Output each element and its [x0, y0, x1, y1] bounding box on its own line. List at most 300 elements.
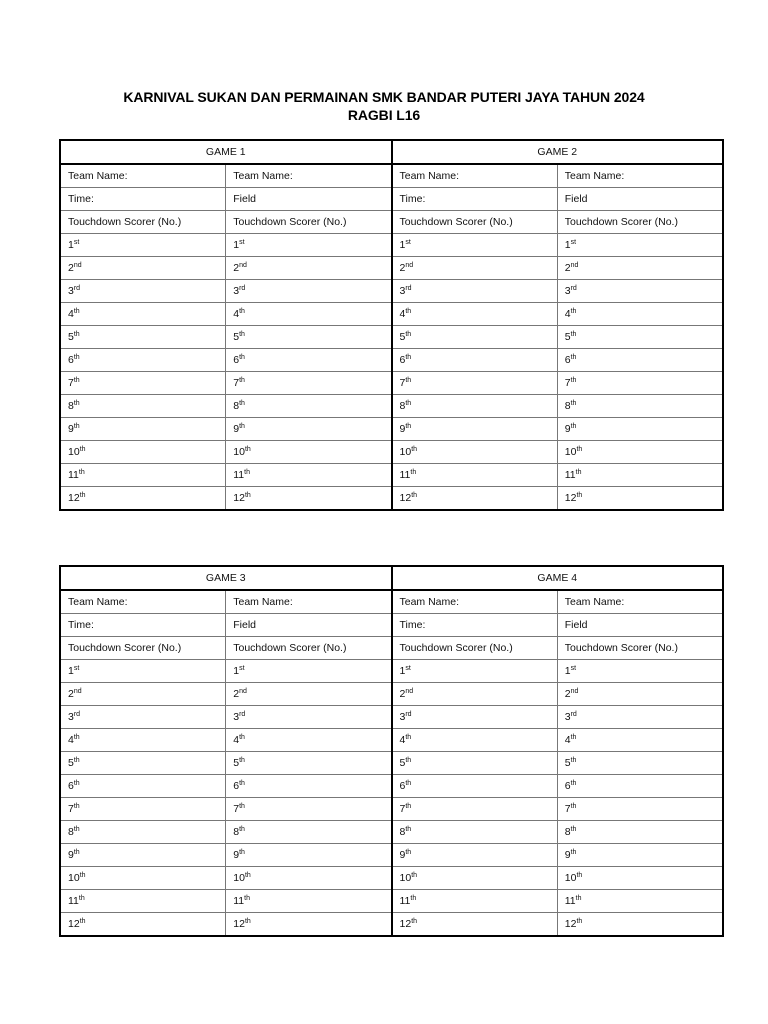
game-2-header: GAME 2 — [392, 140, 724, 164]
scorer-rank-suffix: th — [405, 849, 412, 856]
scorer-cell — [557, 464, 723, 487]
scorer-cell — [226, 280, 392, 303]
scorer-row — [60, 464, 723, 487]
scorer-rank-suffix: th — [405, 400, 412, 407]
scorer-rank-suffix: th — [244, 492, 251, 499]
scorer-rank: 6 — [233, 780, 240, 792]
scorer-cell — [557, 729, 723, 752]
touchdown-scorer-cell: Touchdown Scorer (No.) — [60, 637, 226, 660]
scorer-rank: 6 — [68, 354, 74, 366]
scorer-rank: 11 — [564, 895, 576, 907]
scorer-cell — [226, 821, 392, 844]
scorer-cell — [60, 234, 226, 257]
game-4-header: GAME 4 — [392, 566, 724, 590]
scorer-rank: 5 — [233, 757, 240, 769]
scorer-rank: 2 — [68, 262, 74, 274]
scorer-rank-suffix: th — [576, 492, 583, 499]
scorer-rank-suffix: th — [79, 492, 86, 499]
scorer-rank: 3 — [564, 711, 571, 723]
scorer-rank: 9 — [399, 849, 406, 861]
touchdown-scorer-cell: Touchdown Scorer (No.) — [226, 637, 392, 660]
scorer-rank-suffix: th — [405, 308, 412, 315]
scorer-rank-suffix: rd — [73, 285, 81, 292]
scorer-rank-suffix: nd — [570, 688, 579, 695]
scorer-rank: 4 — [399, 734, 406, 746]
scorer-rank-suffix: th — [239, 400, 245, 407]
scorer-rank: 6 — [68, 780, 74, 792]
scorer-rank: 3 — [68, 711, 74, 723]
scorer-rank-suffix: rd — [570, 711, 577, 718]
scorer-rank: 5 — [68, 331, 74, 343]
scorer-rank-suffix: th — [405, 803, 412, 810]
scorer-cell — [557, 372, 723, 395]
scorer-rank-suffix: th — [244, 446, 251, 453]
scorer-rank-suffix: th — [73, 354, 80, 361]
scorer-rank-suffix: rd — [405, 285, 412, 292]
scorer-row — [60, 257, 723, 280]
game-1-header: GAME 1 — [60, 140, 392, 164]
time-field-row — [60, 614, 723, 637]
scorer-rank-suffix: th — [570, 423, 577, 430]
scorer-rank-suffix: th — [410, 469, 417, 476]
scorer-row — [60, 372, 723, 395]
scorer-cell — [557, 326, 723, 349]
scorer-rank: 8 — [68, 400, 74, 412]
time-cell: Time: — [392, 614, 558, 637]
scorer-rank-suffix: st — [73, 665, 80, 672]
scorer-cell — [60, 326, 226, 349]
time-cell: Time: — [392, 188, 558, 211]
scorer-cell — [60, 729, 226, 752]
scorer-rank: 6 — [564, 780, 571, 792]
scorer-cell — [557, 257, 723, 280]
scorer-rank-suffix: st — [405, 239, 411, 246]
scorer-rank-suffix: th — [79, 446, 86, 453]
scorer-cell — [392, 395, 558, 418]
scorer-cell — [60, 706, 226, 729]
scorer-cell — [392, 867, 558, 890]
scorer-rank-suffix: th — [411, 918, 418, 925]
scorer-cell — [557, 487, 723, 511]
scorer-row — [60, 418, 723, 441]
scorer-rank-suffix: th — [570, 308, 577, 315]
scorer-rank-suffix: nd — [405, 688, 414, 695]
scorer-cell — [557, 752, 723, 775]
scorer-cell — [226, 729, 392, 752]
time-field-row — [60, 188, 723, 211]
scorer-rank-suffix: th — [411, 872, 418, 879]
field-cell: Field — [226, 614, 392, 637]
scorer-rank: 1 — [233, 665, 240, 677]
scorer-cell — [392, 464, 558, 487]
scorer-rank: 5 — [399, 757, 406, 769]
touchdown-scorer-cell: Touchdown Scorer (No.) — [392, 211, 558, 234]
scorer-cell — [557, 418, 723, 441]
scorer-cell — [226, 660, 392, 683]
scorer-row — [60, 441, 723, 464]
scorer-rank: 2 — [399, 688, 406, 700]
scorer-rank-suffix: th — [570, 331, 577, 338]
scorer-rank-suffix: th — [405, 331, 412, 338]
scorer-rank: 5 — [564, 331, 571, 343]
scorer-cell — [226, 706, 392, 729]
team-name-cell: Team Name: — [392, 590, 558, 614]
scorer-rank-suffix: th — [239, 826, 245, 833]
scorer-rank-suffix: rd — [570, 285, 577, 292]
scorer-cell — [226, 326, 392, 349]
scorer-row — [60, 913, 723, 937]
scorer-row — [60, 303, 723, 326]
scorer-rank-suffix: th — [79, 872, 86, 879]
scorer-rank-suffix: rd — [239, 711, 246, 718]
game-3-header: GAME 3 — [60, 566, 392, 590]
scorer-rank-suffix: th — [570, 377, 577, 384]
scorer-rank: 9 — [68, 849, 74, 861]
scorer-rank-suffix: th — [411, 492, 418, 499]
scorer-rank: 8 — [399, 400, 406, 412]
scorer-cell — [60, 775, 226, 798]
scorer-rank: 7 — [68, 803, 74, 815]
scorer-rank: 9 — [233, 849, 240, 861]
scorer-rank: 2 — [233, 688, 240, 700]
scorer-row — [60, 890, 723, 913]
scorer-rank: 10 — [564, 446, 577, 458]
field-cell: Field — [226, 188, 392, 211]
scorer-rank-suffix: th — [78, 469, 85, 476]
touchdown-scorer-cell: Touchdown Scorer (No.) — [557, 211, 723, 234]
scorer-row — [60, 326, 723, 349]
field-cell: Field — [557, 614, 723, 637]
scorer-row — [60, 234, 723, 257]
scorer-row — [60, 775, 723, 798]
scorer-rank-suffix: th — [73, 803, 80, 810]
time-cell: Time: — [60, 614, 226, 637]
scorer-rank-suffix: st — [570, 239, 577, 246]
scorer-rank: 2 — [564, 688, 571, 700]
scorer-rank: 8 — [564, 400, 571, 412]
scorer-rank: 12 — [233, 918, 245, 930]
scorer-rank: 10 — [68, 446, 80, 458]
scorer-rank-suffix: th — [576, 918, 583, 925]
scorer-row — [60, 349, 723, 372]
scorer-rank-suffix: st — [570, 665, 577, 672]
scorer-rank: 12 — [399, 492, 412, 504]
scorer-rank-suffix: th — [239, 308, 245, 315]
scorer-row — [60, 752, 723, 775]
scorer-rank-suffix: th — [405, 423, 412, 430]
scorer-cell — [392, 913, 558, 937]
document-subtitle: RAGBI L16 — [347, 107, 421, 123]
scorer-cell — [392, 349, 558, 372]
scorer-cell — [557, 890, 723, 913]
scorer-rank-suffix: th — [239, 757, 245, 764]
scorer-cell — [557, 395, 723, 418]
scorer-rank: 11 — [399, 895, 411, 907]
scorer-rank-suffix: th — [73, 331, 80, 338]
scorer-rank-suffix: th — [239, 734, 245, 741]
scorer-rank: 12 — [564, 492, 577, 504]
scorer-rank-suffix: rd — [239, 285, 246, 292]
scorer-cell — [60, 303, 226, 326]
scorer-cell — [60, 257, 226, 280]
scorer-rank-suffix: nd — [73, 262, 82, 269]
scorer-rank: 3 — [233, 711, 240, 723]
scorer-rank-suffix: th — [570, 400, 577, 407]
scorer-rank-suffix: th — [405, 354, 412, 361]
scorer-rank-suffix: th — [73, 423, 80, 430]
scorer-cell — [557, 706, 723, 729]
scorer-cell — [392, 752, 558, 775]
scorer-cell — [60, 464, 226, 487]
time-cell: Time: — [60, 188, 226, 211]
scorer-cell — [226, 487, 392, 511]
scorer-rank: 4 — [564, 734, 571, 746]
scorer-cell — [60, 683, 226, 706]
scorer-rank-suffix: nd — [570, 262, 579, 269]
document-title: KARNIVAL SUKAN DAN PERMAINAN SMK BANDAR PUTERI JAYA TAHUN 2024 — [123, 89, 645, 105]
scorer-rank-suffix: th — [576, 872, 583, 879]
scorer-rank: 10 — [564, 872, 577, 884]
scorer-cell — [392, 326, 558, 349]
scorer-rank: 6 — [233, 354, 240, 366]
scorer-rank: 1 — [233, 239, 240, 251]
scorer-rank: 7 — [68, 377, 74, 389]
scorer-rank-suffix: nd — [405, 262, 414, 269]
scorer-rank: 3 — [68, 285, 74, 297]
scorer-rank-suffix: th — [239, 849, 245, 856]
scorer-rank: 11 — [233, 895, 245, 907]
scorer-rank-suffix: st — [405, 665, 411, 672]
scorer-rank: 12 — [68, 918, 80, 930]
scorer-cell — [226, 913, 392, 937]
scorer-rank-suffix: nd — [73, 688, 82, 695]
scorer-rank-suffix: th — [73, 400, 80, 407]
scorer-rank: 4 — [399, 308, 406, 320]
pair-body — [60, 164, 723, 510]
team-name-cell: Team Name: — [392, 164, 558, 188]
scorer-rank: 2 — [68, 688, 74, 700]
scorer-rank: 4 — [564, 308, 571, 320]
team-name-cell: Team Name: — [60, 164, 226, 188]
team-name-cell: Team Name: — [557, 590, 723, 614]
scorer-rank-suffix: th — [570, 803, 577, 810]
scorer-rank-suffix: th — [405, 826, 412, 833]
scorer-cell — [557, 775, 723, 798]
scorer-cell — [392, 418, 558, 441]
scorer-rank: 1 — [399, 665, 406, 677]
scorer-cell — [226, 798, 392, 821]
field-cell: Field — [557, 188, 723, 211]
scorer-cell — [557, 913, 723, 937]
scorer-rank: 1 — [68, 239, 74, 251]
touchdown-scorer-cell: Touchdown Scorer (No.) — [557, 637, 723, 660]
scorer-rank: 3 — [399, 285, 406, 297]
scorer-cell — [60, 441, 226, 464]
scorer-rank-suffix: th — [576, 446, 583, 453]
scorer-rank: 9 — [399, 423, 406, 435]
scorer-rank-suffix: th — [570, 757, 577, 764]
scorer-rank: 10 — [233, 872, 245, 884]
scorer-rank: 11 — [399, 469, 411, 481]
scorer-cell — [60, 867, 226, 890]
scorer-rank: 4 — [233, 734, 240, 746]
scorer-cell — [392, 234, 558, 257]
scorer-rank-suffix: th — [239, 423, 245, 430]
scorer-rank-suffix: th — [73, 734, 80, 741]
scorer-cell — [557, 349, 723, 372]
scorer-rank-suffix: th — [244, 469, 250, 476]
scorer-cell — [226, 372, 392, 395]
scorer-row — [60, 683, 723, 706]
team-name-row — [60, 590, 723, 614]
scorer-row — [60, 798, 723, 821]
scorer-cell — [226, 395, 392, 418]
scorer-rank-suffix: th — [239, 331, 245, 338]
scorer-row — [60, 821, 723, 844]
scorer-rank: 12 — [564, 918, 577, 930]
scorer-rank-suffix: th — [575, 469, 582, 476]
scorer-cell — [557, 821, 723, 844]
scorer-rank-suffix: th — [239, 377, 245, 384]
scorer-rank: 5 — [399, 331, 406, 343]
scorer-rank: 4 — [233, 308, 240, 320]
scorer-rank: 12 — [233, 492, 245, 504]
scorer-rank-suffix: th — [239, 354, 245, 361]
scorer-row — [60, 660, 723, 683]
scorer-cell — [557, 683, 723, 706]
scorer-cell — [226, 752, 392, 775]
scorer-rank-suffix: th — [570, 734, 577, 741]
scorer-row — [60, 280, 723, 303]
scorer-rank: 12 — [399, 918, 412, 930]
scorer-rank-suffix: th — [570, 826, 577, 833]
scorer-rank-suffix: th — [239, 803, 245, 810]
scorer-cell — [392, 487, 558, 511]
scorer-rank-suffix: th — [411, 446, 418, 453]
scorer-rank-suffix: th — [73, 757, 80, 764]
touchdown-scorer-cell: Touchdown Scorer (No.) — [60, 211, 226, 234]
scorer-rank: 7 — [399, 377, 406, 389]
scorer-rank-suffix: rd — [405, 711, 412, 718]
scorer-rank-suffix: th — [410, 895, 417, 902]
scorer-cell — [392, 844, 558, 867]
scorer-cell — [226, 349, 392, 372]
scorer-cell — [226, 890, 392, 913]
scorer-rank: 7 — [564, 377, 571, 389]
touchdown-header-row — [60, 211, 723, 234]
scorer-cell — [557, 660, 723, 683]
scorer-cell — [226, 464, 392, 487]
scorer-rank: 9 — [564, 423, 571, 435]
scorer-rank-suffix: th — [570, 780, 577, 787]
scorer-row — [60, 395, 723, 418]
scorer-cell — [226, 303, 392, 326]
scorer-rank-suffix: nd — [239, 688, 247, 695]
scorer-cell — [392, 257, 558, 280]
scorer-cell — [226, 418, 392, 441]
scorer-cell — [226, 257, 392, 280]
scorer-rank-suffix: th — [244, 895, 250, 902]
score-sheet-games-1-2 — [59, 139, 724, 511]
scorer-rank: 1 — [564, 239, 571, 251]
scorer-cell — [226, 234, 392, 257]
scorer-cell — [392, 706, 558, 729]
game-header-row — [60, 566, 723, 590]
scorer-row — [60, 706, 723, 729]
scorer-rank-suffix: th — [405, 757, 412, 764]
scorer-rank: 10 — [68, 872, 80, 884]
scorer-rank-suffix: th — [73, 849, 80, 856]
scorer-rank: 11 — [233, 469, 245, 481]
scorer-cell — [392, 821, 558, 844]
scorer-cell — [226, 683, 392, 706]
scorer-rank: 8 — [233, 400, 240, 412]
team-name-row — [60, 164, 723, 188]
scorer-rank: 10 — [233, 446, 245, 458]
scorer-row — [60, 487, 723, 511]
scorer-rank: 7 — [564, 803, 571, 815]
scorer-row — [60, 867, 723, 890]
scorer-cell — [60, 913, 226, 937]
scorer-cell — [60, 660, 226, 683]
scorer-cell — [392, 798, 558, 821]
touchdown-scorer-cell: Touchdown Scorer (No.) — [392, 637, 558, 660]
scorer-rank-suffix: th — [73, 308, 80, 315]
scorer-rank: 4 — [68, 734, 74, 746]
scorer-rank-suffix: th — [73, 780, 80, 787]
scorer-rank: 6 — [399, 354, 406, 366]
scorer-cell — [392, 683, 558, 706]
pair-body — [60, 590, 723, 936]
scorer-cell — [392, 280, 558, 303]
scorer-cell — [60, 890, 226, 913]
scorer-cell — [392, 775, 558, 798]
scorer-row — [60, 729, 723, 752]
scorer-rank: 11 — [68, 895, 79, 907]
scorer-rank: 9 — [564, 849, 571, 861]
scorer-cell — [557, 798, 723, 821]
scorer-rank: 2 — [233, 262, 240, 274]
scorer-cell — [557, 234, 723, 257]
scorer-rank: 3 — [564, 285, 571, 297]
scorer-rank: 7 — [399, 803, 406, 815]
scorer-rank-suffix: rd — [73, 711, 81, 718]
touchdown-scorer-cell: Touchdown Scorer (No.) — [226, 211, 392, 234]
scorer-cell — [60, 821, 226, 844]
team-name-cell: Team Name: — [557, 164, 723, 188]
scorer-cell — [226, 844, 392, 867]
scorer-cell — [60, 280, 226, 303]
scorer-rank: 8 — [68, 826, 74, 838]
scorer-rank-suffix: th — [405, 780, 412, 787]
scorer-rank-suffix: nd — [239, 262, 247, 269]
scorer-cell — [392, 372, 558, 395]
scorer-cell — [60, 844, 226, 867]
scorer-cell — [557, 867, 723, 890]
scorer-rank-suffix: th — [570, 849, 577, 856]
scorer-rank: 5 — [68, 757, 74, 769]
scorer-cell — [557, 303, 723, 326]
game-header-row — [60, 140, 723, 164]
scorer-rank-suffix: th — [405, 734, 412, 741]
scorer-rank: 9 — [233, 423, 240, 435]
scorer-rank: 7 — [233, 803, 240, 815]
scorer-rank-suffix: th — [73, 377, 80, 384]
scorer-rank: 8 — [233, 826, 240, 838]
scorer-rank-suffix: st — [239, 239, 245, 246]
scorer-rank: 6 — [399, 780, 406, 792]
scorer-rank-suffix: th — [73, 826, 80, 833]
